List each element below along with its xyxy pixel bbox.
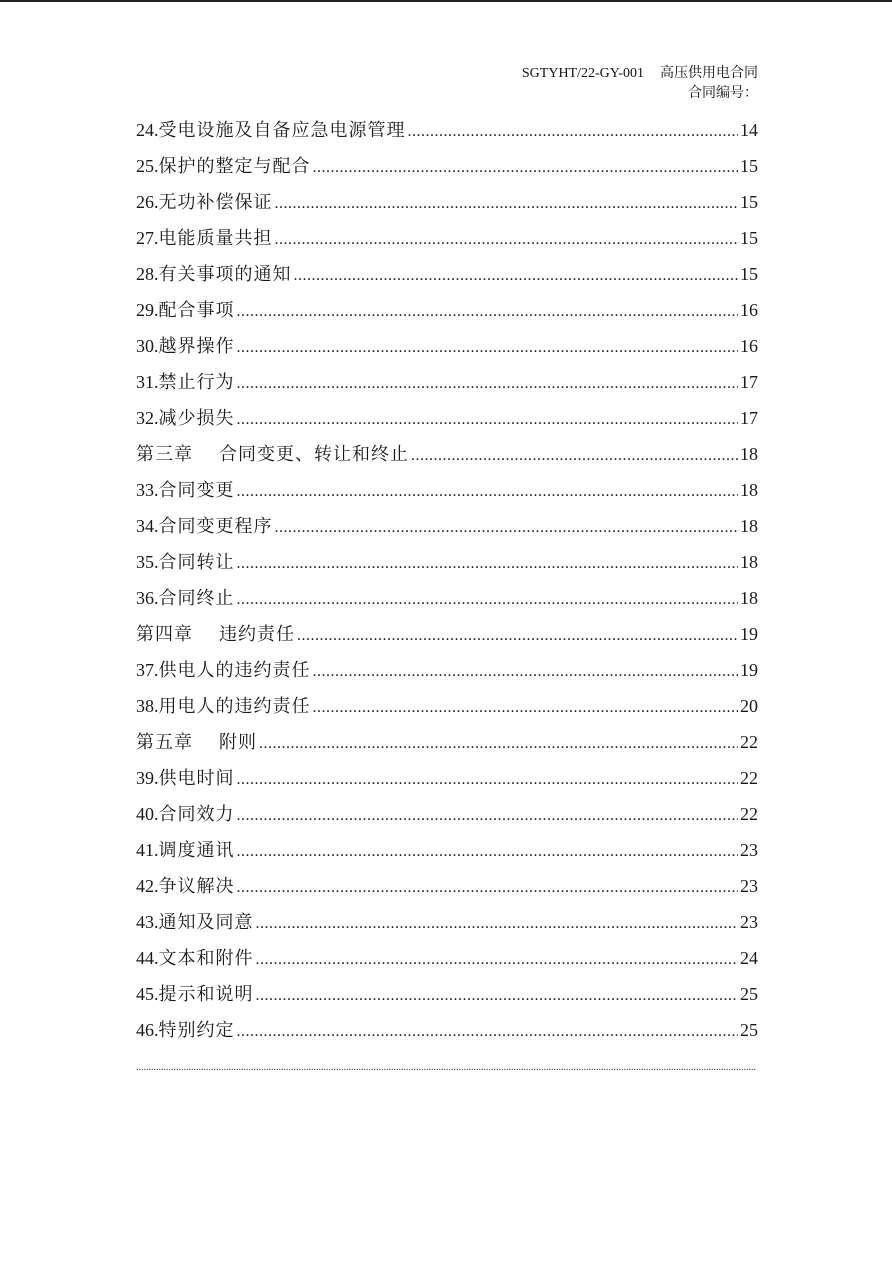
toc-page-number: 15: [740, 264, 758, 284]
toc-page-number: 16: [740, 300, 758, 320]
toc-entry-row[interactable]: [136, 472, 758, 508]
toc-entry-text: 调度通讯: [158, 840, 235, 861]
toc-entry-text: 合同变更程序: [158, 516, 273, 537]
toc-entry-title: [136, 580, 235, 617]
toc-page-number: 15: [740, 228, 758, 248]
toc-dot-leader: [313, 690, 739, 726]
toc-entry-title: [136, 940, 254, 977]
header-line-1: [522, 64, 758, 84]
toc-entry-title: [136, 472, 235, 509]
contract-number-label: 合同编号：: [688, 86, 758, 101]
toc-entry-title: [136, 328, 235, 365]
toc-dot-leader: [297, 618, 738, 654]
toc-entry-text: 减少损失: [158, 408, 235, 429]
toc-dot-leader: [275, 222, 739, 258]
toc-entry-row[interactable]: [136, 256, 758, 292]
toc-entry-text: 受电设施及自备应急电源管理: [158, 120, 406, 141]
toc-entry-text: 合同效力: [158, 804, 235, 825]
toc-dot-leader: [237, 1014, 739, 1050]
toc-entry-title: [136, 688, 311, 725]
toc-dot-leader: [259, 726, 738, 762]
toc-entry-title: [136, 832, 235, 869]
toc-entry-row[interactable]: [136, 976, 758, 1012]
toc-chapter-row[interactable]: [136, 616, 758, 652]
toc-entry-text: 禁止行为: [158, 372, 235, 393]
toc-entry-number: 40.: [136, 804, 159, 824]
toc-entry-number: 31.: [136, 372, 159, 392]
toc-entry-text: 文本和附件: [158, 948, 254, 969]
toc-dot-leader: [237, 798, 739, 834]
toc-dot-leader: [237, 762, 739, 798]
toc-entry-number: 36.: [136, 588, 159, 608]
toc-entry-title: [136, 112, 406, 149]
toc-entry-row[interactable]: [136, 544, 758, 580]
toc-entry-number: 43.: [136, 912, 159, 932]
toc-entry-title: [136, 652, 311, 689]
toc-entry-row[interactable]: [136, 508, 758, 544]
toc-dot-leader: [275, 510, 739, 546]
toc-page-number: 19: [740, 624, 758, 644]
toc-dot-leader: [408, 114, 739, 150]
toc-dot-leader: [237, 582, 739, 618]
toc-entry-row[interactable]: [136, 364, 758, 400]
toc-entry-number: 44.: [136, 948, 159, 968]
toc-page-number: 23: [740, 912, 758, 932]
toc-entry-title: [136, 868, 235, 905]
toc-page-number: 18: [740, 480, 758, 500]
toc-dot-leader: [256, 978, 739, 1014]
toc-entry-number: 33.: [136, 480, 159, 500]
toc-entry-number: 24.: [136, 120, 159, 140]
toc-dot-leader: [237, 834, 739, 870]
toc-entry-row[interactable]: [136, 796, 758, 832]
toc-entry-number: 34.: [136, 516, 159, 536]
toc-dot-leader: [237, 546, 739, 582]
toc-entry-row[interactable]: [136, 832, 758, 868]
toc-entry-title: [136, 148, 311, 185]
toc-entry-row[interactable]: [136, 220, 758, 256]
toc-page-number: 15: [740, 156, 758, 176]
toc-dot-leader: [294, 258, 739, 294]
toc-entry-row[interactable]: [136, 688, 758, 724]
toc-entry-title: [136, 904, 254, 941]
toc-entry-row[interactable]: [136, 1012, 758, 1048]
toc-entry-row[interactable]: [136, 328, 758, 364]
toc-entry-row[interactable]: [136, 400, 758, 436]
toc-entry-row[interactable]: [136, 292, 758, 328]
toc-entry-row[interactable]: [136, 112, 758, 148]
toc-entry-title: [136, 725, 257, 761]
toc-entry-text: 供电人的违约责任: [158, 660, 311, 681]
toc-page-number: 24: [740, 948, 758, 968]
toc-entry-number: 27.: [136, 228, 159, 248]
toc-page-number: 25: [740, 984, 758, 1004]
toc-page-number: 17: [740, 408, 758, 428]
toc-entry-row[interactable]: [136, 184, 758, 220]
toc-entry-number: 35.: [136, 552, 159, 572]
toc-page-number: 23: [740, 840, 758, 860]
toc-page-number: 18: [740, 516, 758, 536]
toc-entry-text: 用电人的违约责任: [158, 696, 311, 717]
toc-chapter-label: 第四章: [136, 624, 193, 645]
contract-title: 高压供用电合同: [660, 66, 758, 81]
toc-entry-number: 32.: [136, 408, 159, 428]
toc-entry-number: 29.: [136, 300, 159, 320]
toc-entry-number: 41.: [136, 840, 159, 860]
toc-page-number: 22: [740, 732, 758, 752]
toc-entry-text: 电能质量共担: [158, 228, 273, 249]
toc-entry-row[interactable]: [136, 940, 758, 976]
toc-entry-row[interactable]: [136, 868, 758, 904]
toc-entry-title: [136, 508, 273, 545]
toc-dot-leader: [275, 186, 739, 222]
toc-page-number: 16: [740, 336, 758, 356]
toc-dot-leader: [237, 330, 739, 366]
toc-dot-leader: [237, 294, 739, 330]
toc-entry-number: 26.: [136, 192, 159, 212]
toc-entry-text: 提示和说明: [158, 984, 254, 1005]
toc-dot-leader: [256, 942, 739, 978]
toc-entry-text: 有关事项的通知: [158, 264, 292, 285]
contract-code: SGTYHT/22-GY-001: [521, 66, 644, 81]
toc-entry-title: [136, 796, 235, 833]
toc-entry-text: 特别约定: [158, 1020, 235, 1041]
toc-entry-title: [136, 976, 254, 1013]
toc-entry-title: [136, 364, 235, 401]
toc-page-number: 15: [740, 192, 758, 212]
toc-entry-text: 保护的整定与配合: [158, 156, 311, 177]
toc-dot-leader: [256, 906, 739, 942]
bottom-dotted-line: [136, 1062, 756, 1074]
toc-entry-number: 28.: [136, 264, 159, 284]
toc-entry-title: [136, 1012, 235, 1049]
toc-page-number: 25: [740, 1020, 758, 1040]
toc-chapter-title: 合同变更、转让和终止: [219, 444, 409, 465]
toc-entry-text: 合同转让: [158, 552, 235, 573]
toc-chapter-label: 第五章: [136, 732, 193, 753]
toc-entry-number: 38.: [136, 696, 159, 716]
toc-dot-leader: [237, 366, 739, 402]
toc-chapter-row[interactable]: [136, 724, 758, 760]
toc-dot-leader: [313, 150, 739, 186]
toc-chapter-row[interactable]: [136, 436, 758, 472]
toc-entry-text: 合同变更: [158, 480, 235, 501]
toc-chapter-title: 附则: [219, 732, 257, 753]
toc-entry-text: 配合事项: [158, 300, 235, 321]
toc-entry-text: 合同终止: [158, 588, 235, 609]
toc-page-number: 18: [740, 444, 758, 464]
toc-entry-title: [136, 544, 235, 581]
toc-page-number: 23: [740, 876, 758, 896]
toc-entry-number: 30.: [136, 336, 159, 356]
toc-entry-title: [136, 256, 292, 293]
toc-entry-row[interactable]: [136, 904, 758, 940]
toc-dot-leader: [313, 654, 739, 690]
toc-entry-row[interactable]: [136, 760, 758, 796]
toc-page-number: 18: [740, 588, 758, 608]
toc-entry-row[interactable]: [136, 148, 758, 184]
toc-entry-number: 45.: [136, 984, 159, 1004]
top-border-line: [0, 0, 892, 2]
toc-entry-number: 37.: [136, 660, 159, 680]
toc-page-number: 22: [740, 768, 758, 788]
toc-entry-number: 25.: [136, 156, 159, 176]
toc-entry-row[interactable]: [136, 580, 758, 616]
toc-entry-text: 供电时间: [158, 768, 235, 789]
toc-dot-leader: [411, 438, 738, 474]
page-header: [522, 64, 758, 104]
toc-page-number: 17: [740, 372, 758, 392]
toc-entry-number: 42.: [136, 876, 159, 896]
toc-page-number: 19: [740, 660, 758, 680]
toc-entry-title: [136, 437, 409, 473]
toc-page-number: 14: [740, 120, 758, 140]
toc-entry-row[interactable]: [136, 652, 758, 688]
toc-entry-title: [136, 184, 273, 221]
toc-entry-title: [136, 400, 235, 437]
toc-chapter-label: 第三章: [136, 444, 193, 465]
toc-page-number: 20: [740, 696, 758, 716]
toc-entry-title: [136, 617, 295, 653]
toc-entry-text: 通知及同意: [158, 912, 254, 933]
toc-entry-number: 39.: [136, 768, 159, 788]
toc-dot-leader: [237, 402, 739, 438]
toc-page-number: 22: [740, 804, 758, 824]
toc-chapter-title: 违约责任: [219, 624, 295, 645]
toc-dot-leader: [237, 474, 739, 510]
toc-page-number: 18: [740, 552, 758, 572]
toc-dot-leader: [237, 870, 739, 906]
toc-entry-text: 争议解决: [158, 876, 235, 897]
toc-entry-title: [136, 292, 235, 329]
toc-entry-text: 越界操作: [158, 336, 235, 357]
toc-entry-title: [136, 220, 273, 257]
toc-entry-text: 无功补偿保证: [158, 192, 273, 213]
toc-entry-title: [136, 760, 235, 797]
table-of-contents: [136, 112, 758, 1048]
toc-entry-number: 46.: [136, 1020, 159, 1040]
